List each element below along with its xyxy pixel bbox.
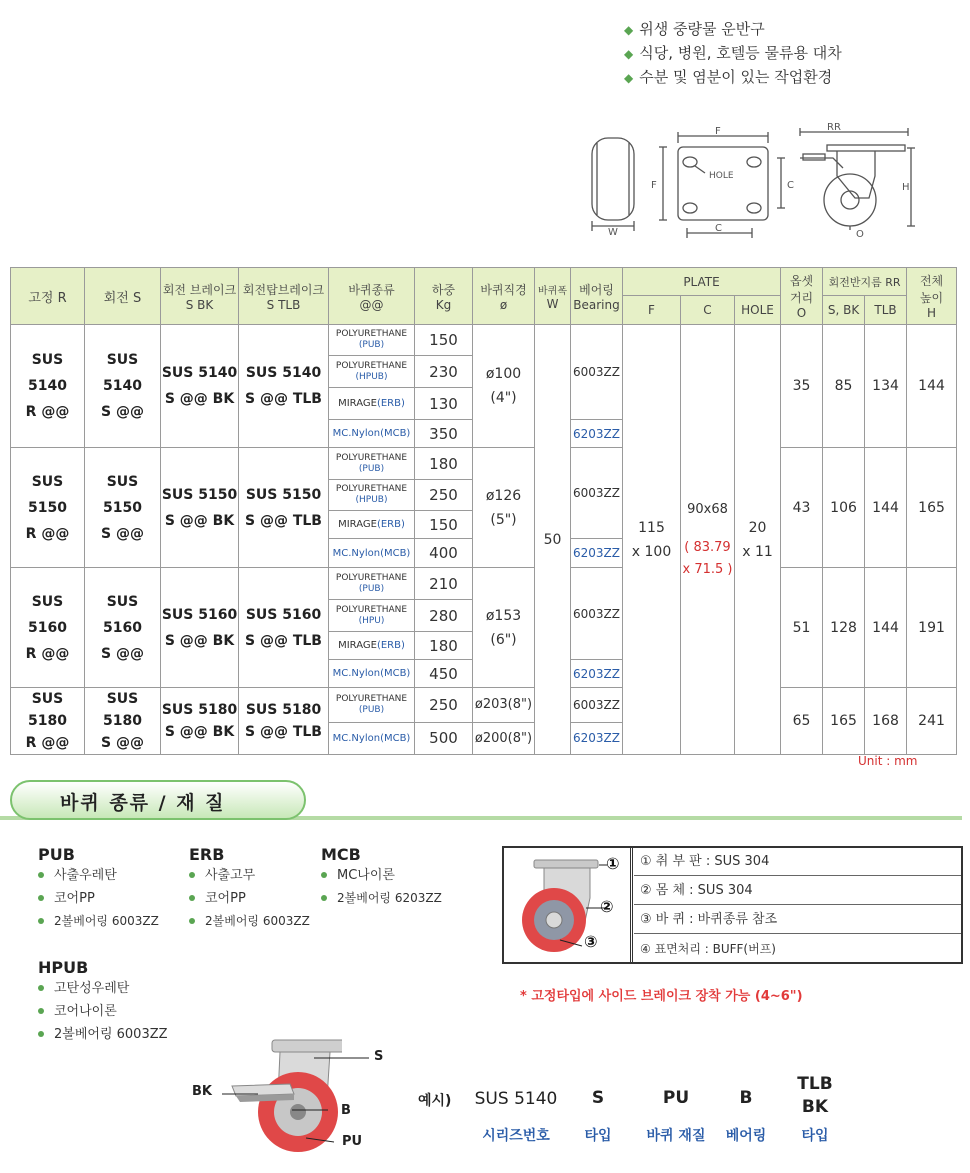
- header-rr-sbk: S, BK: [823, 296, 865, 325]
- list-item: 2볼베어링 6003ZZ: [38, 1023, 168, 1046]
- load-value: 500: [415, 722, 473, 754]
- wheel-type: POLYURETHANE (HPUB): [329, 356, 415, 388]
- label-type: 타입: [584, 1128, 612, 1144]
- header-plate-c: C: [681, 296, 735, 325]
- wheel-type: MIRAGE(ERB): [329, 388, 415, 420]
- model-fixed: SUS 5140 R @@: [11, 325, 85, 448]
- callout-b: B: [341, 1103, 351, 1118]
- material-mcb: MCB MC나이론 2볼베어링 6203ZZ: [321, 845, 442, 910]
- label-f-side: F: [651, 180, 657, 191]
- wheel-side-drawing: [592, 138, 634, 231]
- bearing-value: 6003ZZ: [571, 568, 623, 660]
- wheel-type: MIRAGE(ERB): [329, 632, 415, 660]
- header-plate-f: F: [623, 296, 681, 325]
- label-series-number: 시리즈번호: [482, 1128, 550, 1144]
- feature-item: ◆ 위생 중량물 운반구: [624, 20, 765, 38]
- load-value: 350: [415, 420, 473, 448]
- example-material-code: PU: [662, 1088, 690, 1108]
- diamond-bullet-icon: ◆: [624, 23, 634, 37]
- model-swivel-brake: SUS 5160 S @@ BK: [161, 568, 239, 688]
- model-fixed: SUS 5180 R @@: [11, 688, 85, 755]
- dot-bullet-icon: [38, 1008, 44, 1014]
- header-offset: 옵셋 거리 O: [781, 268, 823, 325]
- header-width: 바퀴폭 W: [535, 268, 571, 325]
- wheel-type: MIRAGE(ERB): [329, 511, 415, 539]
- bearing-value: 6203ZZ: [571, 660, 623, 688]
- rr-tlb-value: 144: [865, 568, 907, 688]
- material-erb: ERB 사출고무 코어PP 2볼베어링 6003ZZ: [189, 845, 310, 933]
- example-type-code: S: [591, 1088, 605, 1108]
- plate-top-drawing: [659, 132, 785, 238]
- header-rr-tlb: TLB: [865, 296, 907, 325]
- load-value: 280: [415, 600, 473, 632]
- label-bearing: 베어링: [725, 1128, 767, 1144]
- list-item: 고탄성우레탄: [38, 977, 168, 1000]
- load-value: 150: [415, 325, 473, 356]
- plate-hole-value: 20 x 11: [735, 325, 781, 755]
- example-prefix: 예시): [418, 1093, 452, 1109]
- table-row: [11, 448, 957, 480]
- model-swivel-top-brake: SUS 5180 S @@ TLB: [239, 688, 329, 755]
- marker-3: ③: [584, 932, 598, 951]
- header-load: 하중 Kg: [415, 268, 473, 325]
- model-fixed: SUS 5160 R @@: [11, 568, 85, 688]
- label-f-top: F: [715, 126, 721, 137]
- bearing-value: 6203ZZ: [571, 539, 623, 568]
- marker-1: ①: [606, 854, 620, 873]
- part-row-mount-plate: ① 취 부 판 : SUS 304: [634, 848, 961, 876]
- callout-pu: PU: [342, 1134, 363, 1149]
- list-item: 코어PP: [38, 887, 159, 910]
- rr-sbk-value: 128: [823, 568, 865, 688]
- header-plate: PLATE: [623, 268, 781, 296]
- list-item: MC나이론: [321, 864, 442, 887]
- model-swivel-brake: SUS 5150 S @@ BK: [161, 448, 239, 568]
- diameter-value: ø200(8"): [473, 722, 535, 754]
- rr-tlb-value: 134: [865, 325, 907, 448]
- diamond-bullet-icon: ◆: [624, 47, 634, 61]
- dot-bullet-icon: [38, 895, 44, 901]
- header-plate-hole: HOLE: [735, 296, 781, 325]
- header-diameter: 바퀴직경 ø: [473, 268, 535, 325]
- offset-value: 43: [781, 448, 823, 568]
- wheel-type: POLYURETHANE (HPUB): [329, 480, 415, 511]
- callout-s: S: [374, 1049, 384, 1064]
- rr-sbk-value: 106: [823, 448, 865, 568]
- part-row-finish: ④ 표면처리 : BUFF(버프): [640, 942, 776, 956]
- label-hole: HOLE: [709, 171, 734, 181]
- table-row: [11, 688, 957, 723]
- wheel-type: POLYURETHANE (HPU): [329, 600, 415, 632]
- header-swivel: 회전 S: [85, 268, 161, 325]
- material-hpub: HPUB 고탄성우레탄 코어나이론 2볼베어링 6003ZZ: [38, 958, 168, 1046]
- section-title: 바퀴 종류 / 재 질: [60, 792, 226, 814]
- section-title-badge: [10, 780, 306, 820]
- label-o: O: [856, 229, 864, 240]
- load-value: 250: [415, 688, 473, 723]
- diameter-value: ø126 (5"): [473, 448, 535, 568]
- load-value: 230: [415, 356, 473, 388]
- header-height: 전체 높이 H: [907, 268, 957, 325]
- list-item: 사출고무: [189, 864, 310, 887]
- list-item: 코어PP: [189, 887, 310, 910]
- list-item: 2볼베어링 6003ZZ: [38, 910, 159, 933]
- model-swivel: SUS 5160 S @@: [85, 568, 161, 688]
- callout-lines: [214, 1048, 374, 1148]
- parts-spec-box: [502, 846, 963, 964]
- load-value: 130: [415, 388, 473, 420]
- load-value: 210: [415, 568, 473, 600]
- header-wheel-type: 바퀴종류 @@: [329, 268, 415, 325]
- diameter-value: ø100 (4"): [473, 325, 535, 448]
- label-type-2: 타입: [801, 1128, 829, 1144]
- side-brake-note: * 고정타입에 사이드 브레이크 장착 가능 (4~6"): [520, 989, 803, 1004]
- wheel-type: MC.Nylon(MCB): [329, 722, 415, 754]
- load-value: 450: [415, 660, 473, 688]
- wheel-type: POLYURETHANE (PUB): [329, 688, 415, 723]
- height-value: 241: [907, 688, 957, 755]
- offset-value: 35: [781, 325, 823, 448]
- height-value: 191: [907, 568, 957, 688]
- list-item: 코어나이론: [38, 1000, 168, 1023]
- header-fixed: 고정 R: [11, 268, 85, 325]
- wheel-type: MC.Nylon(MCB): [329, 660, 415, 688]
- rr-tlb-value: 168: [865, 688, 907, 755]
- label-c-side: C: [787, 180, 794, 191]
- model-swivel: SUS 5140 S @@: [85, 325, 161, 448]
- material-pub: PUB 사출우레탄 코어PP 2볼베어링 6003ZZ: [38, 845, 159, 933]
- dot-bullet-icon: [189, 918, 195, 924]
- plate-f-value: 115 x 100: [623, 325, 681, 755]
- wheel-type: MC.Nylon(MCB): [329, 420, 415, 448]
- dot-bullet-icon: [38, 872, 44, 878]
- offset-value: 65: [781, 688, 823, 755]
- unit-label: Unit : mm: [858, 754, 918, 768]
- wheel-type: POLYURETHANE (PUB): [329, 568, 415, 600]
- diamond-bullet-icon: ◆: [624, 71, 634, 85]
- example-brake-code: TLB BK: [797, 1074, 833, 1117]
- model-swivel-brake: SUS 5140 S @@ BK: [161, 325, 239, 448]
- label-rr: RR: [827, 122, 841, 133]
- dot-bullet-icon: [189, 872, 195, 878]
- header-row: [11, 268, 957, 296]
- bearing-value: 6203ZZ: [571, 722, 623, 754]
- model-swivel-top-brake: SUS 5150 S @@ TLB: [239, 448, 329, 568]
- wheel-type: POLYURETHANE (PUB): [329, 325, 415, 356]
- caster-side-drawing: [800, 128, 915, 230]
- height-value: 165: [907, 448, 957, 568]
- diameter-value: ø153 (6"): [473, 568, 535, 688]
- caster-part-image: [504, 848, 633, 962]
- list-item: 2볼베어링 6003ZZ: [189, 910, 310, 933]
- diameter-value: ø203(8"): [473, 688, 535, 723]
- height-value: 144: [907, 325, 957, 448]
- model-swivel: SUS 5180 S @@: [85, 688, 161, 755]
- dot-bullet-icon: [38, 918, 44, 924]
- model-fixed: SUS 5150 R @@: [11, 448, 85, 568]
- dot-bullet-icon: [321, 895, 327, 901]
- bearing-value: 6003ZZ: [571, 448, 623, 539]
- bearing-value: 6003ZZ: [571, 325, 623, 420]
- rr-tlb-value: 144: [865, 448, 907, 568]
- header-swivel-radius: 회전반지름 RR: [823, 268, 907, 296]
- label-wheel-material: 바퀴 재질: [646, 1128, 706, 1144]
- load-value: 150: [415, 511, 473, 539]
- load-value: 180: [415, 448, 473, 480]
- label-c-bottom: C: [715, 223, 722, 234]
- dot-bullet-icon: [189, 895, 195, 901]
- feature-item: ◆ 식당, 병원, 호텔등 물류용 대차: [624, 44, 842, 62]
- rr-sbk-value: 85: [823, 325, 865, 448]
- load-value: 400: [415, 539, 473, 568]
- model-swivel-top-brake: SUS 5160 S @@ TLB: [239, 568, 329, 688]
- example-bearing-code: B: [739, 1088, 753, 1108]
- dot-bullet-icon: [38, 985, 44, 991]
- bearing-value: 6203ZZ: [571, 420, 623, 448]
- header-swivel-brake: 회전 브레이크 S BK: [161, 268, 239, 325]
- part-row-body: ② 몸 체 : SUS 304: [634, 877, 961, 905]
- load-value: 250: [415, 480, 473, 511]
- list-item: 사출우레탄: [38, 864, 159, 887]
- example-series-code: SUS 5140: [474, 1089, 558, 1109]
- dimension-drawings: [575, 118, 920, 240]
- spec-table: [10, 267, 957, 755]
- width-value: 50: [535, 325, 571, 755]
- feature-list: [624, 18, 842, 90]
- header-bearing: 베어링 Bearing: [571, 268, 623, 325]
- rr-sbk-value: 165: [823, 688, 865, 755]
- list-item: 2볼베어링 6203ZZ: [321, 887, 442, 910]
- plate-c-value: 90x68 ( 83.79 x 71.5 ): [681, 325, 735, 755]
- label-w: W: [608, 227, 618, 238]
- marker-2: ②: [600, 897, 614, 916]
- header-swivel-top-brake: 회전탑브레이크 S TLB: [239, 268, 329, 325]
- model-swivel-top-brake: SUS 5140 S @@ TLB: [239, 325, 329, 448]
- load-value: 180: [415, 632, 473, 660]
- label-h: H: [902, 182, 910, 193]
- dot-bullet-icon: [38, 1031, 44, 1037]
- bearing-value: 6003ZZ: [571, 688, 623, 723]
- callout-bk: BK: [192, 1084, 212, 1099]
- table-row: [11, 568, 957, 600]
- table-row: [11, 325, 957, 356]
- offset-value: 51: [781, 568, 823, 688]
- wheel-type: MC.Nylon(MCB): [329, 539, 415, 568]
- part-row-wheel: ③ 바 퀴 : 바퀴종류 참조: [634, 906, 961, 934]
- dot-bullet-icon: [321, 872, 327, 878]
- feature-item: ◆ 수분 및 염분이 있는 작업환경: [624, 68, 833, 86]
- model-swivel: SUS 5150 S @@: [85, 448, 161, 568]
- wheel-type: POLYURETHANE (PUB): [329, 448, 415, 480]
- model-swivel-brake: SUS 5180 S @@ BK: [161, 688, 239, 755]
